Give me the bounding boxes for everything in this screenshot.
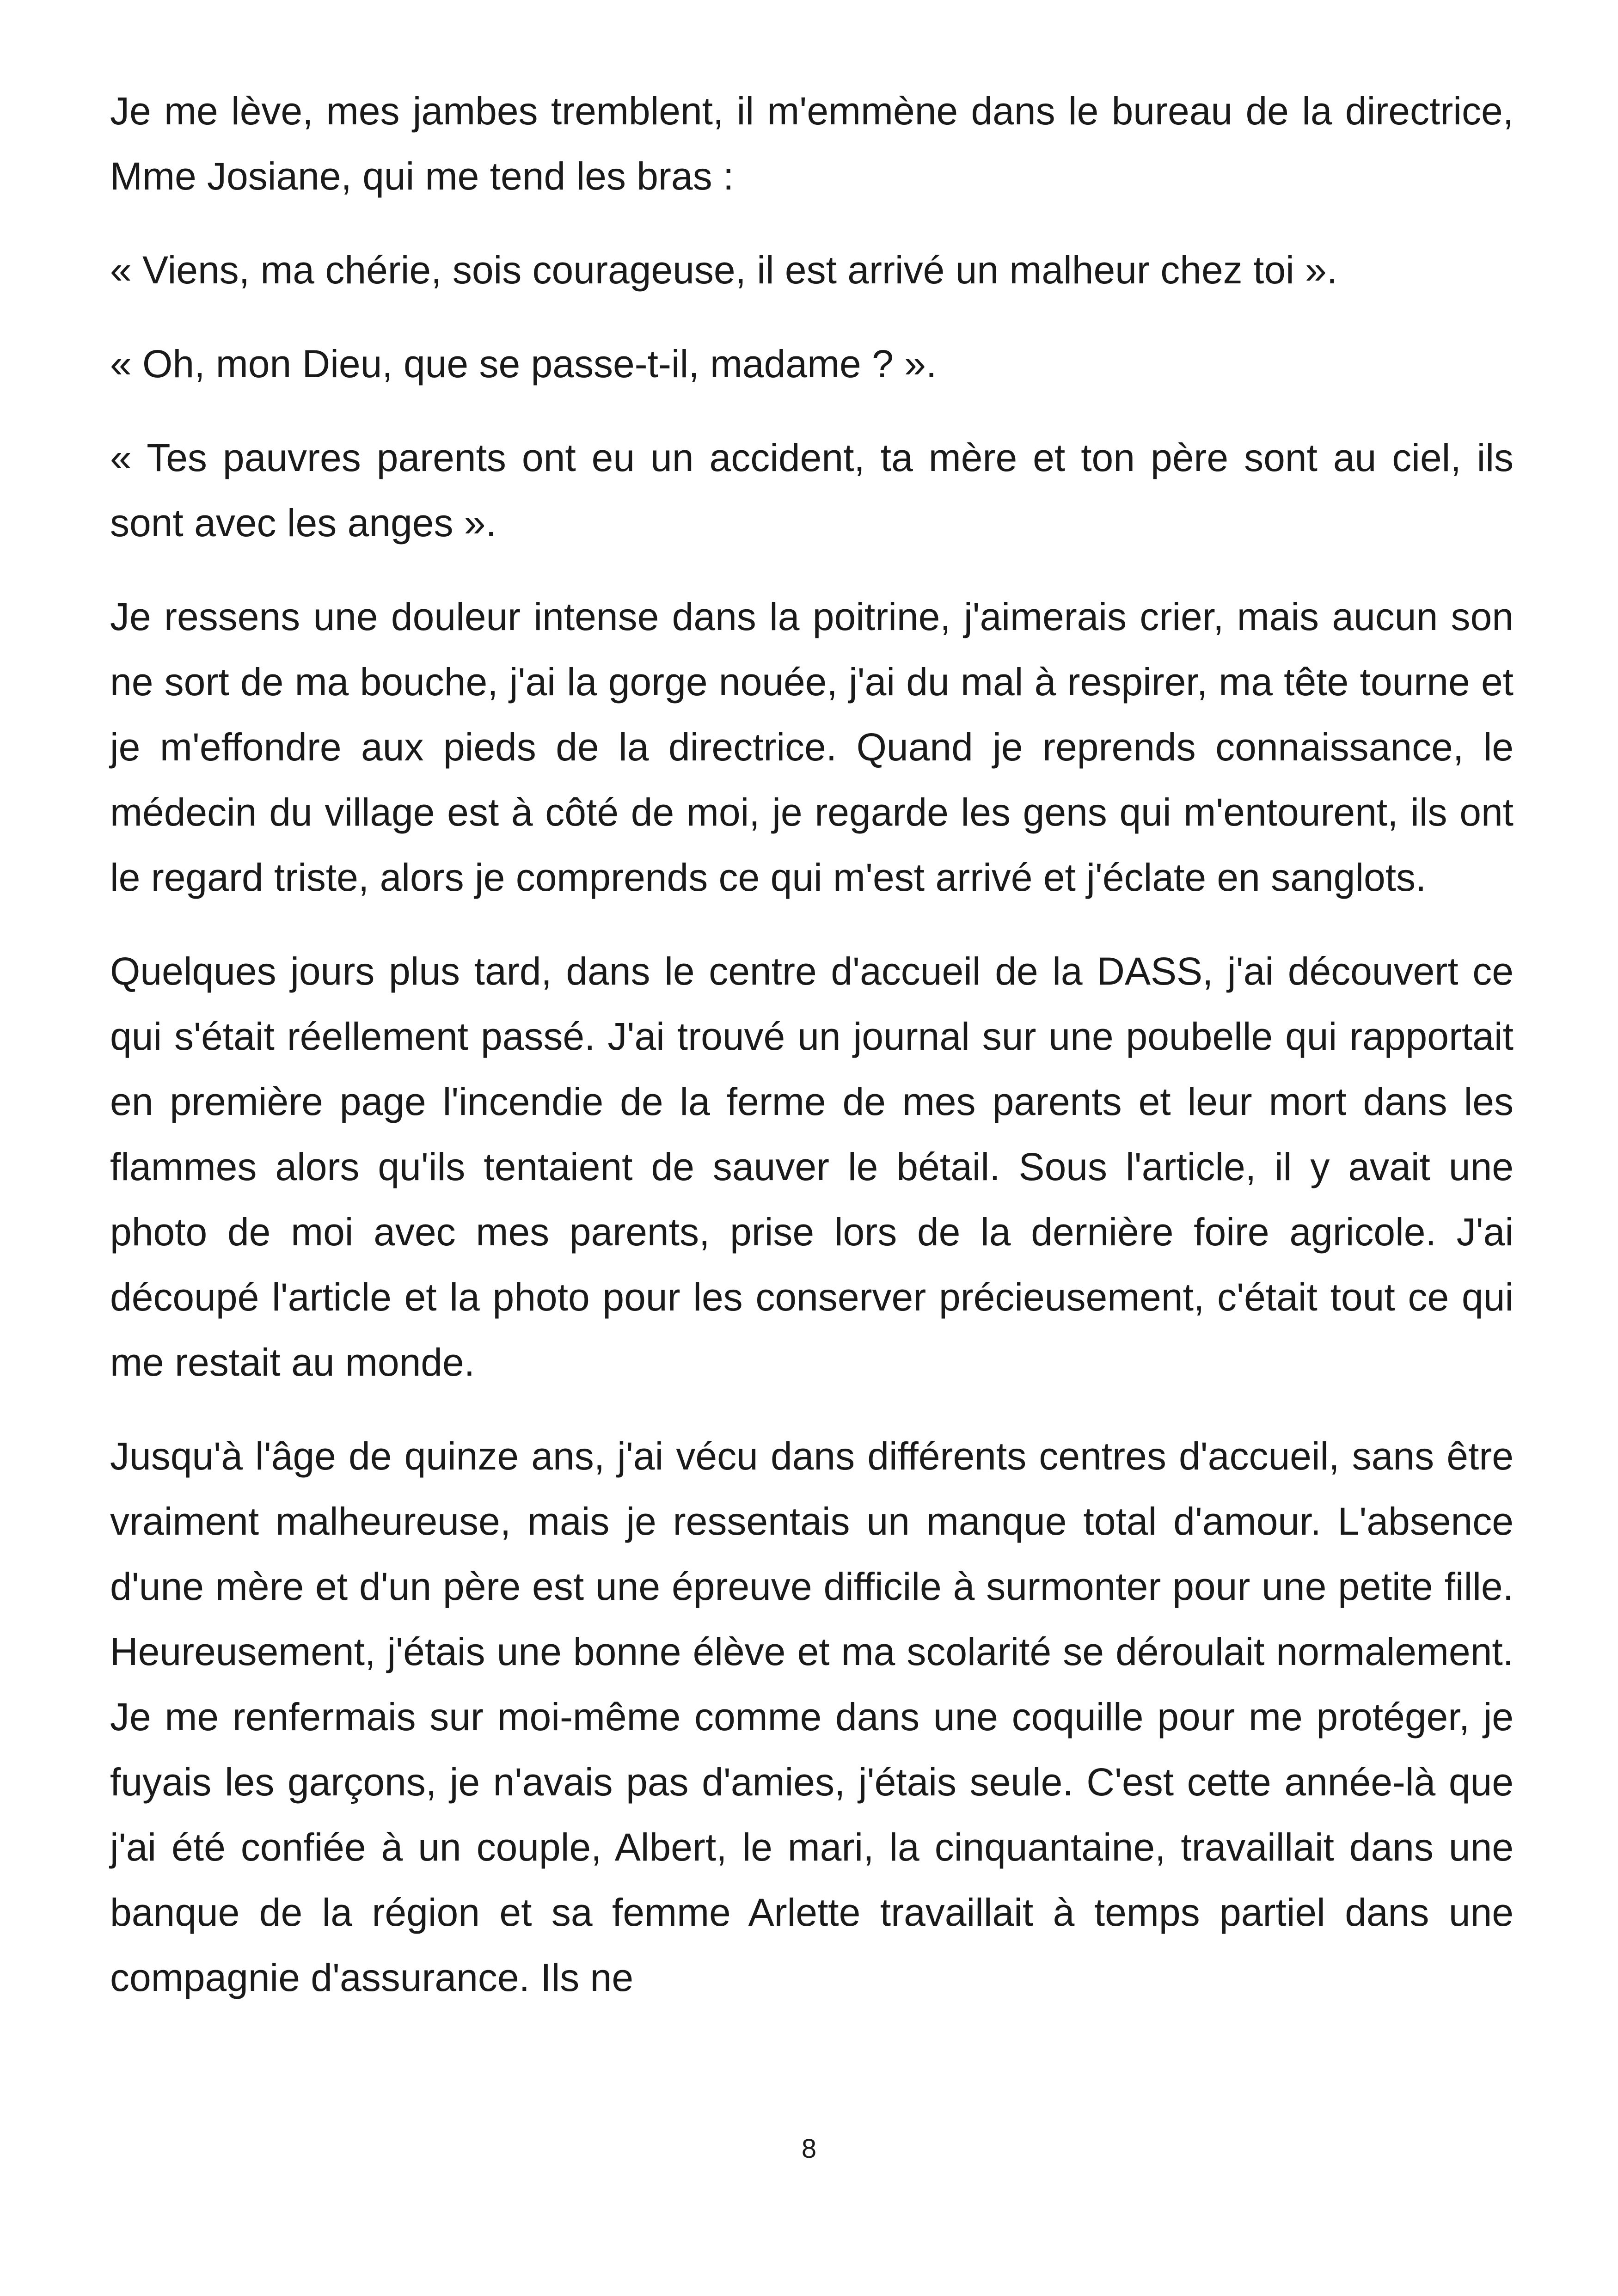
- paragraph: Jusqu'à l'âge de quinze ans, j'ai vécu dans différents centres d'accueil, sans être vraiment malheureuse, mais je ressentais un manque total d'amour. L'absence d'une mère et d'un père est une épreuve difficile à surmonter pour une petite fille. Heureusement, j'étais une bonne élève et ma scolarité se déroulait normalement. Je me renfermais sur moi-même comme dans une coquille pour me protéger, je fuyais les garçons, je n'avais pas d'amies, j'étais seule. C'est cette année-là que j'ai été confiée à un couple, Albert, le mari, la cinquantaine, travaillait dans une banque de la région et sa femme Arlette travaillait à temps partiel dans une compagnie d'assurance. Ils ne: [110, 1434, 1514, 1999]
- paragraph: Je ressens une douleur intense dans la poitrine, j'aimerais crier, mais aucun son ne sort de ma bouche, j'ai la gorge nouée, j'ai du mal à respirer, ma tête tourne et je m'effondre aux pieds de la directrice. Quand je reprends connaissance, le médecin du village est à côté de moi, je regarde les gens qui m'entourent, ils ont le regard triste, alors je comprends ce qui m'est arrivé et j'éclate en sanglots.: [110, 595, 1514, 899]
- paragraph: Je me lève, mes jambes tremblent, il m'emmène dans le bureau de la directrice, Mme Josiane, qui me tend les bras :: [110, 89, 1514, 198]
- paragraph: « Oh, mon Dieu, que se passe-t-il, madame ? ».: [110, 342, 937, 386]
- body-text: [110, 79, 1514, 2039]
- paragraph: « Tes pauvres parents ont eu un accident, ta mère et ton père sont au ciel, ils sont avec les anges ».: [110, 436, 1514, 545]
- paragraph: « Viens, ma chérie, sois courageuse, il est arrivé un malheur chez toi ».: [110, 248, 1338, 292]
- paragraph: Quelques jours plus tard, dans le centre d'accueil de la DASS, j'ai découvert ce qui s'était réellement passé. J'ai trouvé un journal sur une poubelle qui rapportait en première page l'incendie de la ferme de mes parents et leur mort dans les flammes alors qu'ils tentaient de sauver le bétail. Sous l'article, il y avait une photo de moi avec mes parents, prise lors de la dernière foire agricole. J'ai découpé l'article et la photo pour les conserver précieusement, c'était tout ce qui me restait au monde.: [110, 949, 1514, 1384]
- page-number: 8: [801, 2134, 817, 2164]
